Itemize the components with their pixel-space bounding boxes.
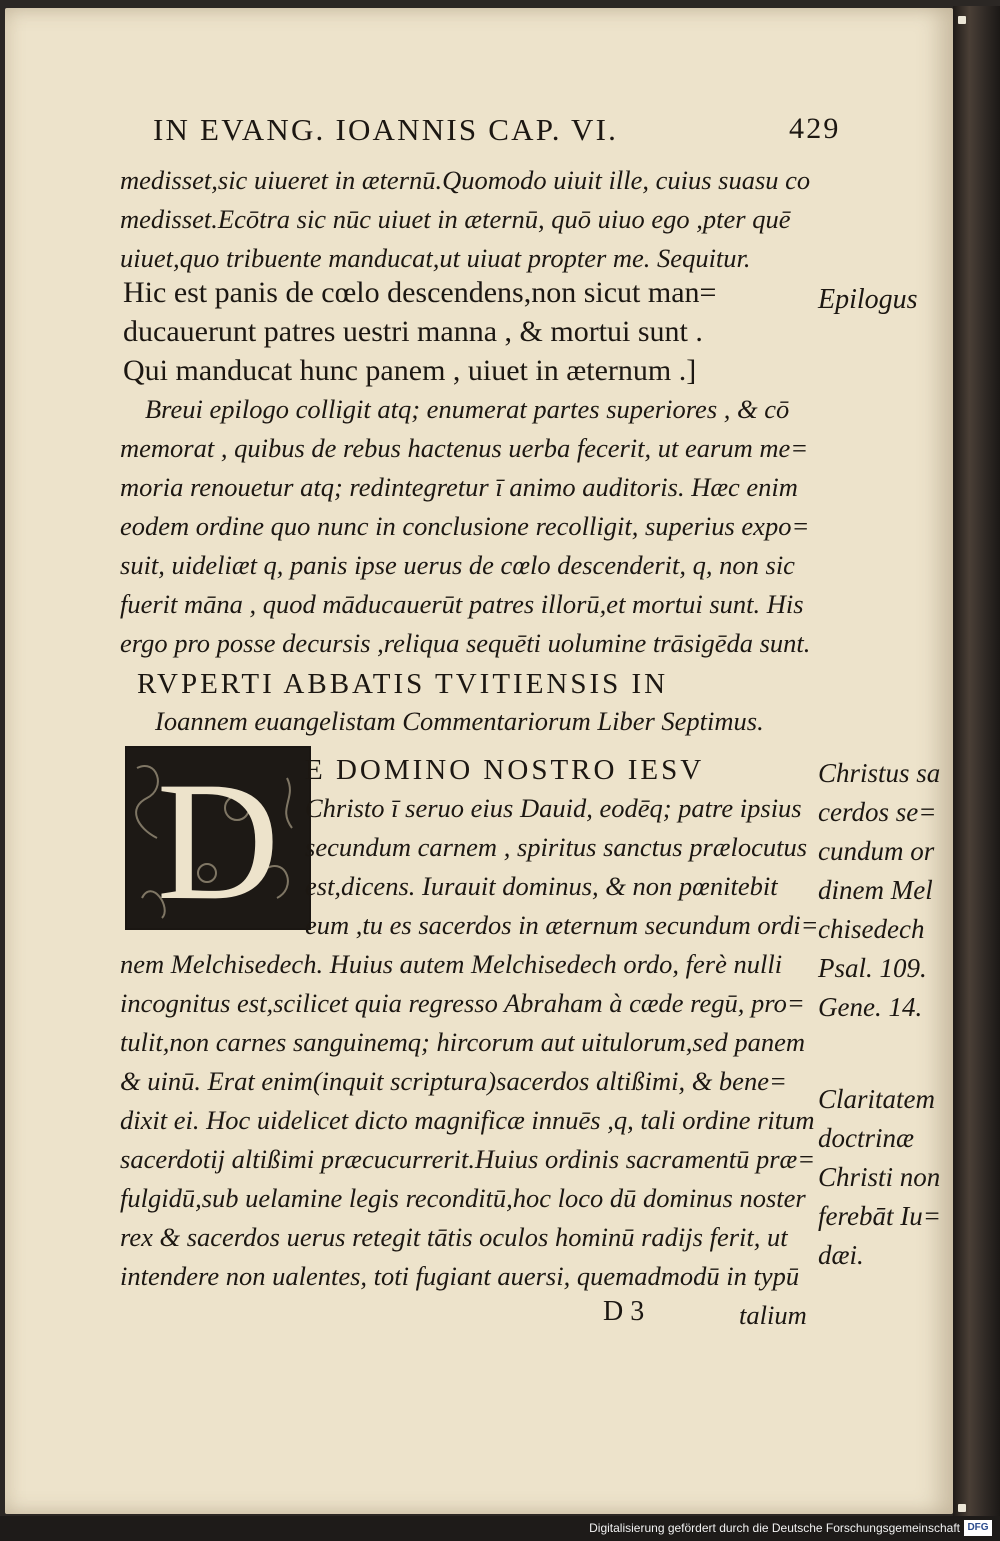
- text-line: uiuet,quo tribuente manducat,ut uiuat propter me. Sequitur.: [120, 243, 751, 273]
- funding-credit: Digitalisierung gefördert durch die Deutsche Forschungsgemeinschaft: [589, 1521, 960, 1535]
- marginal-note-christus: Christus sa: [818, 758, 941, 788]
- marginal-note-psal: Psal. 109.: [818, 953, 927, 983]
- running-head: [153, 112, 841, 148]
- marginal-note-claritatem: Claritatem: [818, 1084, 936, 1114]
- decorated-initial: [125, 746, 311, 930]
- chapter-line: nem Melchisedech. Huius autem Melchisedech ordo, ferè nulli: [120, 949, 783, 979]
- book-heading-subtitle: Ioannem euangelistam Commentariorum Liber Septimus.: [155, 706, 764, 736]
- chapter-line: tulit,non carnes sanguinemq; hircorum aut uitulorum,sed panem: [120, 1027, 806, 1057]
- commentary-line: memorat , quibus de rebus hactenus uerba fecerit, ut earum me=: [120, 433, 809, 463]
- book-edge: [953, 6, 1000, 1516]
- marginal-note-christus: cundum or: [818, 836, 935, 866]
- chapter-line: dixit ei. Hoc uidelicet dicto magnificæ innuēs ,q, tali ordine ritum: [120, 1105, 815, 1135]
- corner-mark: [958, 16, 966, 24]
- commentary-line: eodem ordine quo nunc in conclusione recolligit, superius expo=: [120, 511, 810, 541]
- chapter-line: Christo ī seruo eius Dauid, eodēq; patre ipsius: [305, 793, 802, 823]
- chapter-line: secundum carnem , spiritus sanctus prælocutus: [305, 832, 808, 862]
- chapter-line: eum ,tu es sacerdos in æternum secundum ordi=: [305, 910, 819, 940]
- scripture-line: Hic est panis de cœlo descendens,non sicut man=: [123, 276, 717, 309]
- marginal-note-christus: dinem Mel: [818, 875, 933, 905]
- marginal-note-christus: chisedech: [818, 914, 925, 944]
- commentary-line: suit, uideliæt q, panis ipse uerus de cœlo descenderit, q, non sic: [120, 550, 795, 580]
- signature-mark: D 3: [603, 1296, 645, 1327]
- running-head-title: IN EVANG. IOANNIS CAP. VI.: [153, 112, 619, 147]
- chapter-line: intendere non ualentes, toti fugiant auersi, quemadmodū in typū: [120, 1261, 800, 1291]
- initial-letter: D: [156, 748, 280, 928]
- chapter-line: & uinū. Erat enim(inquit scriptura)sacerdos altißimi, & bene=: [120, 1066, 787, 1096]
- chapter-line: est,dicens. Iurauit dominus, & non pœnitebit: [305, 871, 778, 901]
- chapter-line: E DOMINO NOSTRO IESV: [305, 754, 705, 786]
- marginal-note-christus: cerdos se=: [818, 797, 937, 827]
- book-heading-caps: RVPERTI ABBATIS TVITIENSIS IN: [137, 668, 669, 700]
- chapter-line: incognitus est,scilicet quia regresso Abraham à cæde regū, pro=: [120, 988, 805, 1018]
- commentary-line: moria renouetur atq; redintegretur ī animo auditoris. Hæc enim: [120, 472, 798, 502]
- commentary-line: ergo pro posse decursis ,reliqua sequēti uolumine trāsigēda sunt.: [120, 628, 811, 658]
- book-page: [5, 8, 953, 1514]
- scripture-line: ducauerunt patres uestri manna , & mortui sunt .: [123, 315, 703, 348]
- marginal-note-gene: Gene. 14.: [818, 992, 923, 1022]
- folio-number: 429: [789, 112, 841, 145]
- footer-bar: [0, 1516, 1000, 1541]
- commentary-line: fuerit māna , quod māducauerūt patres illorū,et mortui sunt. His: [120, 589, 804, 619]
- marginal-note-claritatem: Christi non: [818, 1162, 941, 1192]
- text-line: medisset,sic uiueret in æternū.Quomodo uiuit ille, cuius suasu co: [120, 165, 811, 195]
- commentary-line: Breui epilogo colligit atq; enumerat partes superiores , & cō: [145, 394, 790, 424]
- chapter-line: sacerdotij altißimi præcucurrerit.Huius ordinis sacramentū præ=: [120, 1144, 816, 1174]
- catchword: talium: [739, 1300, 807, 1330]
- marginal-note-claritatem: ferebāt Iu=: [818, 1201, 941, 1231]
- chapter-line: fulgidū,sub uelamine legis reconditū,hoc loco dū dominus noster: [120, 1183, 806, 1213]
- dfg-logo: DFG: [964, 1520, 992, 1536]
- text-line: medisset.Ecōtra sic nūc uiuet in æternū, quō uiuo ego ,pter quē: [120, 204, 791, 234]
- scripture-line: Qui manducat hunc panem , uiuet in æternum .]: [123, 354, 697, 387]
- marginal-note-claritatem: dæi.: [818, 1240, 864, 1270]
- chapter-line: rex & sacerdos uerus retegit tātis oculos hominū radijs ferit, ut: [120, 1222, 788, 1252]
- marginal-note-epilogus: Epilogus: [818, 284, 918, 315]
- marginal-note-claritatem: doctrinæ: [818, 1123, 915, 1153]
- corner-mark: [958, 1504, 966, 1512]
